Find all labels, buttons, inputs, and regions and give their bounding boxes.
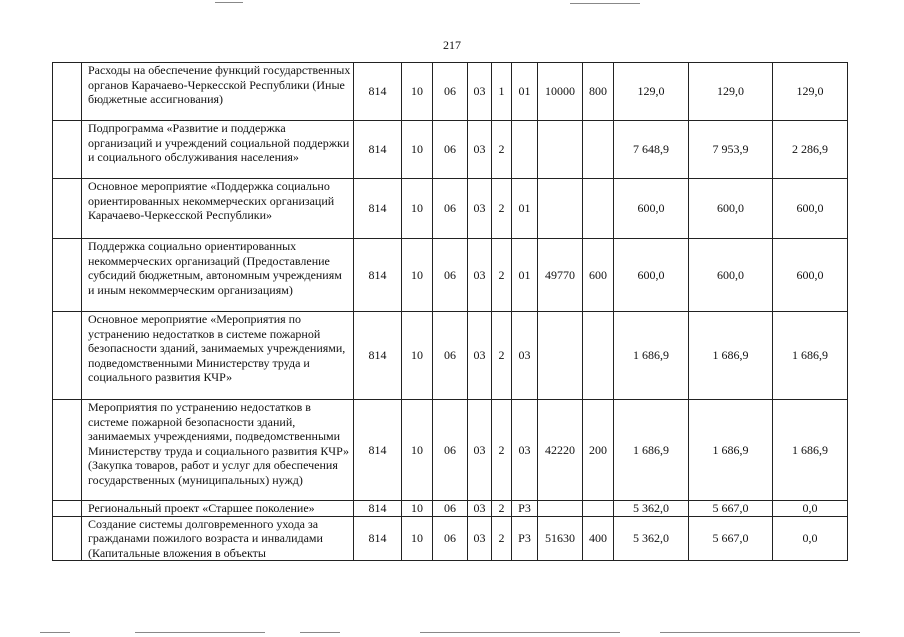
cs2-cell: 2 (492, 516, 512, 561)
cs1-cell: 03 (468, 179, 492, 239)
pr-cell: 06 (433, 63, 468, 121)
cs3-cell: 03 (512, 312, 538, 400)
row-number-cell (53, 400, 82, 501)
vr-cell (583, 501, 614, 517)
sum2-cell: 1 686,9 (689, 400, 773, 501)
table-row (53, 179, 848, 239)
budget-table (52, 62, 848, 561)
cs4-cell (538, 121, 583, 179)
cs4-cell (538, 312, 583, 400)
vr-cell: 200 (583, 400, 614, 501)
table-row (53, 239, 848, 312)
vr-cell (583, 312, 614, 400)
sum2-cell: 1 686,9 (689, 312, 773, 400)
vr-cell: 600 (583, 239, 614, 312)
ved-cell: 814 (354, 501, 402, 517)
pr-cell: 06 (433, 179, 468, 239)
pr-cell: 06 (433, 239, 468, 312)
cs2-cell: 2 (492, 239, 512, 312)
sum3-cell: 600,0 (773, 179, 848, 239)
ved-cell: 814 (354, 516, 402, 561)
vr-cell: 800 (583, 63, 614, 121)
sum2-cell: 600,0 (689, 179, 773, 239)
pr-cell: 06 (433, 501, 468, 517)
ved-cell: 814 (354, 121, 402, 179)
rz-cell: 10 (402, 516, 433, 561)
sum1-cell: 600,0 (614, 179, 689, 239)
cs1-cell: 03 (468, 516, 492, 561)
rz-cell: 10 (402, 400, 433, 501)
scan-artifact-line (215, 2, 243, 3)
sum3-cell: 1 686,9 (773, 400, 848, 501)
cs2-cell: 2 (492, 121, 512, 179)
scan-artifact-line (135, 632, 265, 633)
sum2-cell: 600,0 (689, 239, 773, 312)
sum3-cell: 2 286,9 (773, 121, 848, 179)
table-row (53, 63, 848, 121)
rz-cell: 10 (402, 63, 433, 121)
cs4-cell (538, 179, 583, 239)
sum3-cell: 0,0 (773, 516, 848, 561)
row-number-cell (53, 501, 82, 517)
cs1-cell: 03 (468, 312, 492, 400)
ved-cell: 814 (354, 179, 402, 239)
item-name-cell: Мероприятия по устранению недостатков в системе пожарной безопасности зданий, занимаемых учреждениями, подведомственными Министерству труда и социального развития КЧР» (Закупка товаров, работ и услуг для обеспечения государственных (муниципальных) нужд) (82, 400, 354, 501)
sum1-cell: 1 686,9 (614, 312, 689, 400)
item-name-cell: Поддержка социально ориентированных некоммерческих организаций (Предоставление субсидий бюджетным, автономным учреждениям и иным некоммерческим организациям) (82, 239, 354, 312)
rz-cell: 10 (402, 179, 433, 239)
row-number-cell (53, 516, 82, 561)
sum2-cell: 7 953,9 (689, 121, 773, 179)
cs3-cell: 01 (512, 239, 538, 312)
sum2-cell: 5 667,0 (689, 501, 773, 517)
ved-cell: 814 (354, 400, 402, 501)
cs3-cell: 01 (512, 179, 538, 239)
item-name-cell: Расходы на обеспечение функций государственных органов Карачаево-Черкесской Республики (Иные бюджетные ассигнования) (82, 63, 354, 121)
cs4-cell: 49770 (538, 239, 583, 312)
row-number-cell (53, 63, 82, 121)
cs3-cell: P3 (512, 501, 538, 517)
sum3-cell: 0,0 (773, 501, 848, 517)
cs1-cell: 03 (468, 63, 492, 121)
cs1-cell: 03 (468, 400, 492, 501)
cs2-cell: 2 (492, 312, 512, 400)
sum3-cell: 1 686,9 (773, 312, 848, 400)
vr-cell (583, 179, 614, 239)
ved-cell: 814 (354, 63, 402, 121)
cs2-cell: 2 (492, 400, 512, 501)
table-row (53, 400, 848, 501)
rz-cell: 10 (402, 312, 433, 400)
cs4-cell: 10000 (538, 63, 583, 121)
table-row (53, 312, 848, 400)
page-number: 217 (443, 38, 461, 52)
cs3-cell: P3 (512, 516, 538, 561)
sum2-cell: 129,0 (689, 63, 773, 121)
sum1-cell: 5 362,0 (614, 501, 689, 517)
cs4-cell: 51630 (538, 516, 583, 561)
row-number-cell (53, 239, 82, 312)
sum1-cell: 600,0 (614, 239, 689, 312)
cs3-cell (512, 121, 538, 179)
sum1-cell: 7 648,9 (614, 121, 689, 179)
cs1-cell: 03 (468, 121, 492, 179)
ved-cell: 814 (354, 312, 402, 400)
pr-cell: 06 (433, 121, 468, 179)
item-name-cell: Региональный проект «Старшее поколение» (82, 501, 354, 517)
item-name-cell: Подпрограмма «Развитие и поддержка организаций и учреждений социальной поддержки и социального обслуживания населения» (82, 121, 354, 179)
sum2-cell: 5 667,0 (689, 516, 773, 561)
row-number-cell (53, 179, 82, 239)
scan-artifact-line (570, 3, 640, 4)
table-row (53, 121, 848, 179)
rz-cell: 10 (402, 501, 433, 517)
cs1-cell: 03 (468, 239, 492, 312)
cs4-cell: 42220 (538, 400, 583, 501)
sum3-cell: 600,0 (773, 239, 848, 312)
ved-cell: 814 (354, 239, 402, 312)
pr-cell: 06 (433, 516, 468, 561)
row-number-cell (53, 312, 82, 400)
cs3-cell: 01 (512, 63, 538, 121)
cs2-cell: 2 (492, 179, 512, 239)
cs2-cell: 1 (492, 63, 512, 121)
item-name-cell: Основное мероприятие «Мероприятия по устранению недостатков в системе пожарной безопасности зданий, занимаемых учреждениями, подведомственными Министерству труда и социального развития КЧР» (82, 312, 354, 400)
cs1-cell: 03 (468, 501, 492, 517)
scan-artifact-line (660, 632, 860, 633)
cs4-cell (538, 501, 583, 517)
sum1-cell: 5 362,0 (614, 516, 689, 561)
vr-cell (583, 121, 614, 179)
pr-cell: 06 (433, 400, 468, 501)
vr-cell: 400 (583, 516, 614, 561)
item-name-cell: Создание системы долговременного ухода за гражданами пожилого возраста и инвалидами (Капитальные вложения в объекты (82, 516, 354, 561)
sum1-cell: 1 686,9 (614, 400, 689, 501)
table-row (53, 501, 848, 517)
rz-cell: 10 (402, 239, 433, 312)
sum1-cell: 129,0 (614, 63, 689, 121)
row-number-cell (53, 121, 82, 179)
item-name-cell: Основное мероприятие «Поддержка социально ориентированных некоммерческих организаций Карачаево-Черкесской Республики» (82, 179, 354, 239)
rz-cell: 10 (402, 121, 433, 179)
table-row (53, 516, 848, 561)
scan-artifact-line (40, 632, 70, 633)
pr-cell: 06 (433, 312, 468, 400)
scan-artifact-line (300, 632, 340, 633)
sum3-cell: 129,0 (773, 63, 848, 121)
cs3-cell: 03 (512, 400, 538, 501)
scan-artifact-line (420, 632, 620, 633)
cs2-cell: 2 (492, 501, 512, 517)
